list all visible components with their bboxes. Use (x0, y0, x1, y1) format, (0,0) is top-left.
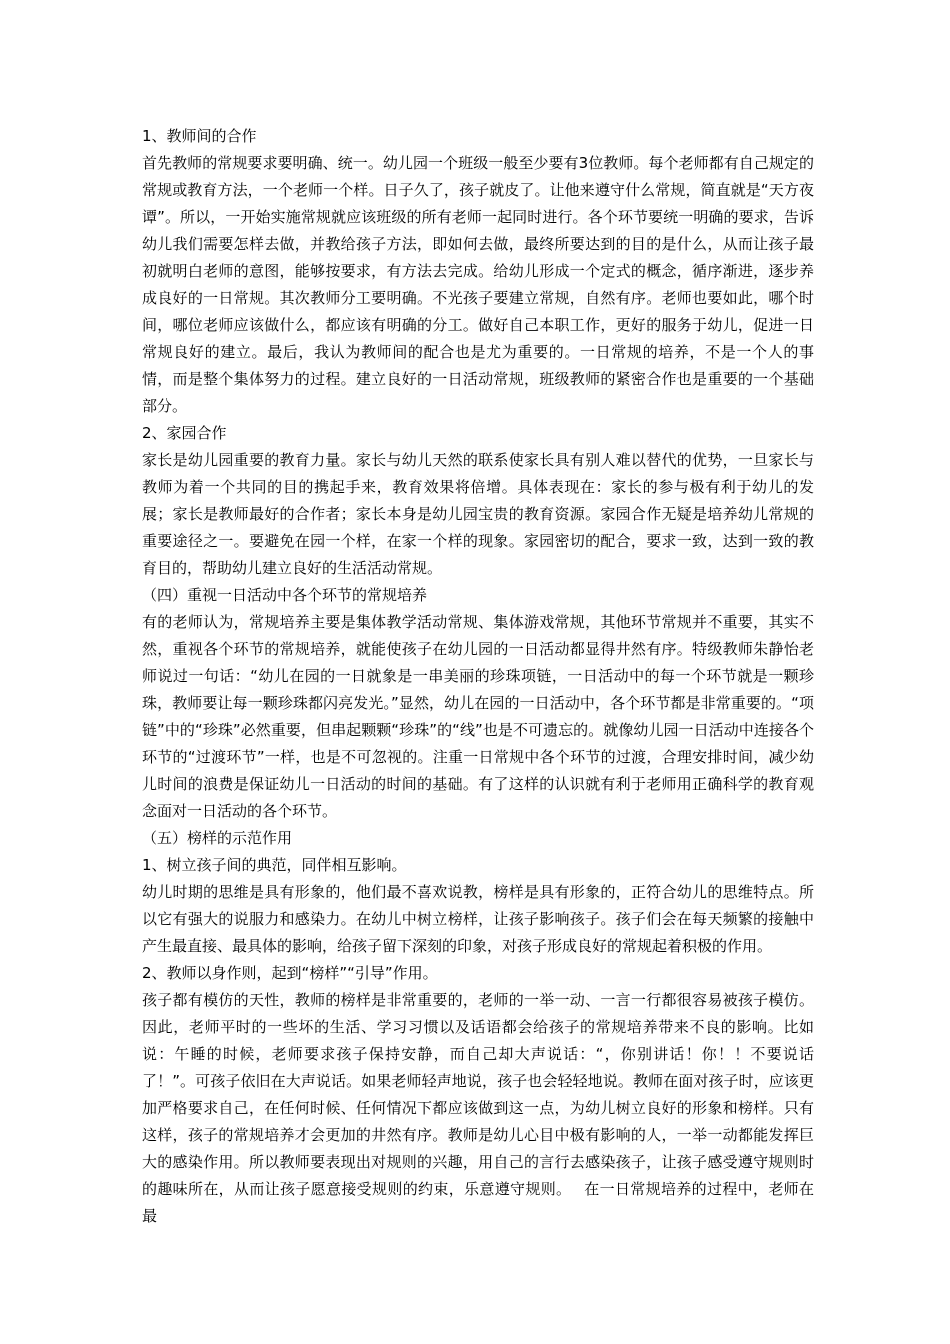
document-body (142, 123, 814, 1230)
body-paragraph: 孩子都有模仿的天性，教师的榜样是非常重要的，老师的一举一动、一言一行都很容易被孩子模仿。因此，老师平时的一些坏的生活、学习习惯以及话语都会给孩子的常规培养带来不良的影响。比如说：午睡的时候，老师要求孩子保持安静，而自己却大声说话：“，你别讲话！你！！不要说话了！”。可孩子依旧在大声说话。如果老师轻声地说，孩子也会轻轻地说。教师在面对孩子时，应该更加严格要求自己，在任何时候、任何情况下都应该做到这一点，为幼儿树立良好的形象和榜样。只有这样，孩子的常规培养才会更加的井然有序。教师是幼儿心目中极有影响的人，一举一动都能发挥巨大的感染作用。所以教师要表现出对规则的兴趣，用自己的言行去感染孩子，让孩子感受遵守规则时的趣味所在，从而让孩子愿意接受规则的约束，乐意遵守规则。 在一日常规培养的过程中，老师在最 (142, 991, 814, 1225)
section-heading: 1、教师间的合作 (142, 127, 257, 145)
body-paragraph: 有的老师认为，常规培养主要是集体教学活动常规、集体游戏常规，其他环节常规并不重要，其实不然，重视各个环节的常规培养，就能使孩子在幼儿园的一日活动都显得井然有序。特级教师朱静怡老师说过一句话：“幼儿在园的一日就象是一串美丽的珍珠项链，一日活动中的每一个环节就是一颗珍珠，教师要让每一颗珍珠都闪亮发光。”显然，幼儿在园的一日活动中，各个环节都是非常重要的。“项链”中的“珍珠”必然重要，但串起颗颗“珍珠”的“线”也是不可遗忘的。就像幼儿园一日活动中连接各个环节的“过渡环节”一样，也是不可忽视的。注重一日常规中各个环节的过渡，合理安排时间，减少幼儿时间的浪费是保证幼儿一日活动的时间的基础。有了这样的认识就有利于老师用正确科学的教育观念面对一日活动的各个环节。 (142, 613, 814, 820)
body-paragraph: 幼儿时期的思维是具有形象的，他们最不喜欢说教，榜样是具有形象的，正符合幼儿的思维特点。所以它有强大的说服力和感染力。在幼儿中树立榜样，让孩子影响孩子。孩子们会在每天频繁的接触中产生最直接、最具体的影响，给孩子留下深刻的印象，对孩子形成良好的常规起着积极的作用。 (142, 883, 814, 955)
section-heading: （四）重视一日活动中各个环节的常规培养 (142, 586, 428, 604)
section-heading: 1、树立孩子间的典范，同伴相互影响。 (142, 856, 407, 874)
section-heading: （五）榜样的示范作用 (142, 829, 293, 847)
body-paragraph: 首先教师的常规要求要明确、统一。幼儿园一个班级一般至少要有3位教师。每个老师都有自己规定的常规或教育方法，一个老师一个样。日子久了，孩子就皮了。让他来遵守什么常规，简直就是“天方夜谭”。所以，一开始实施常规就应该班级的所有老师一起同时进行。各个环节要统一明确的要求，告诉幼儿我们需要怎样去做，并教给孩子方法，即如何去做，最终所要达到的目的是什么，从而让孩子最初就明白老师的意图，能够按要求，有方法去完成。给幼儿形成一个定式的概念，循序渐进，逐步养成良好的一日常规。其次教师分工要明确。不光孩子要建立常规，自然有序。老师也要如此，哪个时间，哪位老师应该做什么，都应该有明确的分工。做好自己本职工作，更好的服务于幼儿，促进一日常规良好的建立。最后，我认为教师间的配合也是尤为重要的。一日常规的培养，不是一个人的事情，而是整个集体努力的过程。建立良好的一日活动常规，班级教师的紧密合作也是重要的一个基础部分。 (142, 154, 814, 415)
section-heading: 2、家园合作 (142, 424, 227, 442)
body-paragraph: 家长是幼儿园重要的教育力量。家长与幼儿天然的联系使家长具有别人难以替代的优势，一旦家长与教师为着一个共同的目的携起手来，教育效果将倍增。具体表现在：家长的参与极有利于幼儿的发展；家长是教师最好的合作者；家长本身是幼儿园宝贵的教育资源。家园合作无疑是培养幼儿常规的重要途径之一。要避免在园一个样，在家一个样的现象。家园密切的配合，要求一致，达到一致的教育目的，帮助幼儿建立良好的生活活动常规。 (142, 451, 814, 577)
section-heading: 2、教师以身作则，起到“榜样”“引导”作用。 (142, 964, 438, 982)
